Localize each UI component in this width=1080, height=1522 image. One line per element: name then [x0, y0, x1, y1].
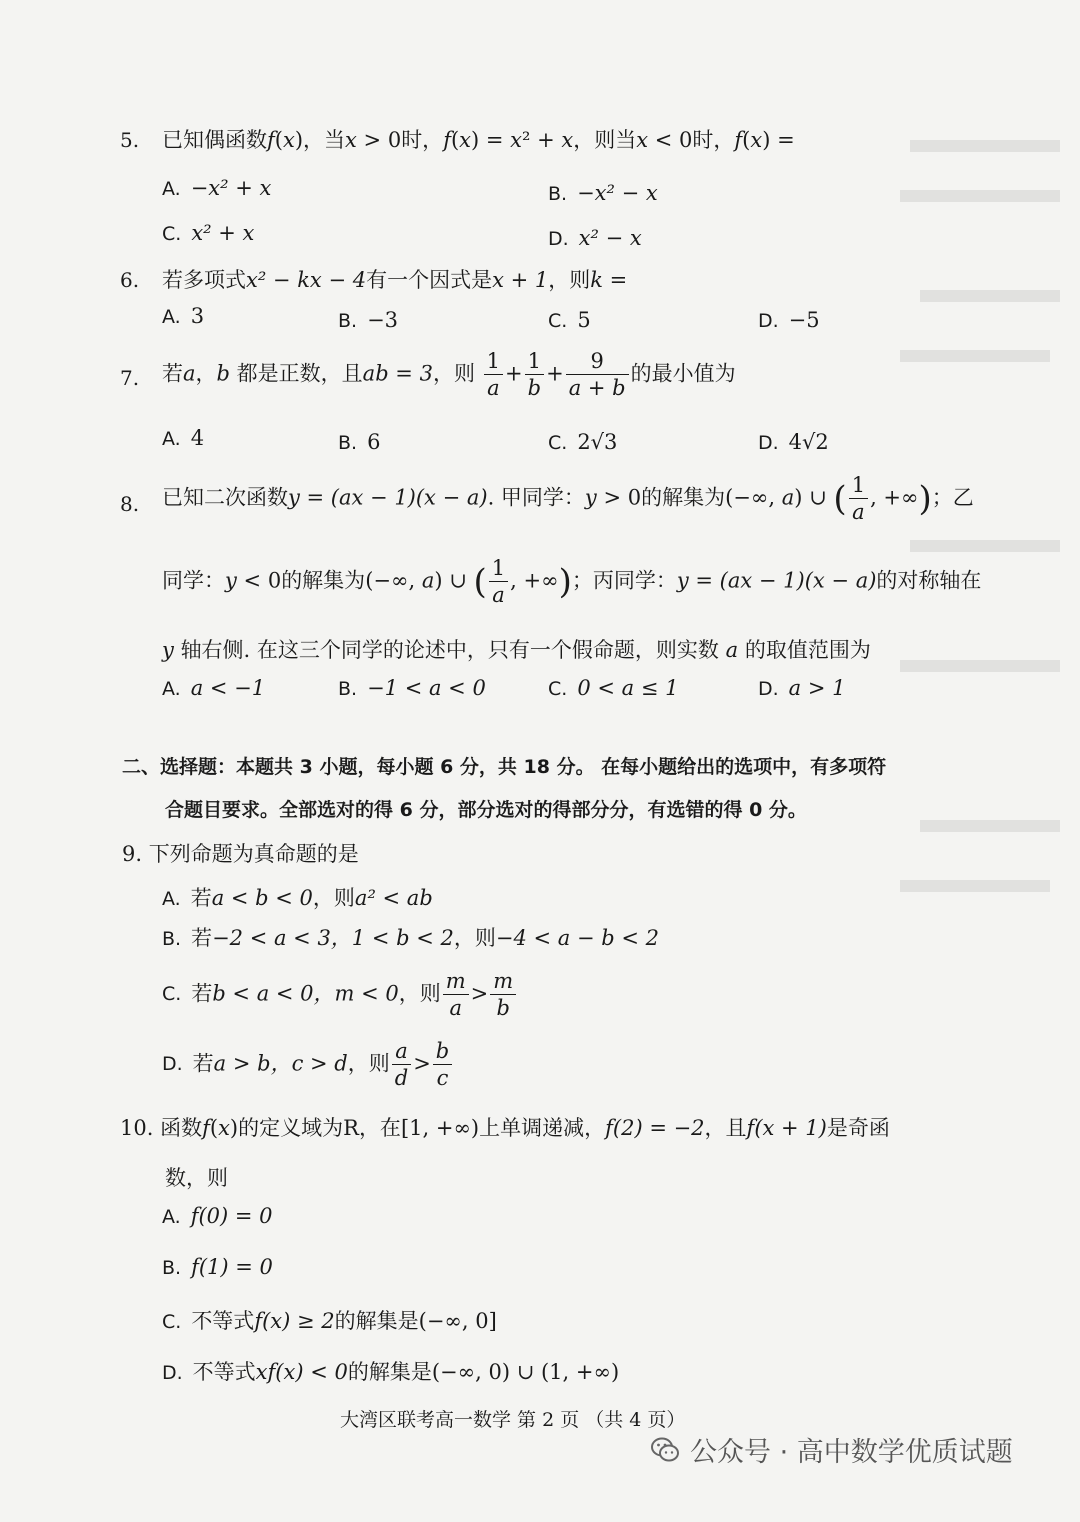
q5-stem: 已知偶函数f(x)，当x > 0时，f(x) = x² + x，则当x < 0时，f(x) = [162, 128, 795, 152]
page-footer: 大湾区联考高一数学 第 2 页 （共 4 页） [340, 1409, 686, 1431]
q9-stem: 9. 下列命题为真命题的是 [122, 842, 359, 866]
q8-option-b[interactable]: B. −1 < a < 0 [338, 676, 486, 700]
q7-option-a[interactable]: A. 4 [162, 426, 205, 450]
q9-option-b[interactable]: B. 若−2 < a < 3，1 < b < 2，则−4 < a − b < 2 [162, 926, 659, 950]
q7-option-c[interactable]: C. 2√3 [548, 430, 618, 454]
q10-option-c[interactable]: C. 不等式f(x) ≥ 2的解集是(−∞, 0] [162, 1309, 497, 1333]
q9-option-c[interactable]: C. 若b < a < 0，m < 0，则 $\frac{m}{a}$ > $\frac{m}{b}$ [162, 968, 518, 1022]
q8-option-a[interactable]: A. a < −1 [162, 676, 266, 700]
q10-option-d[interactable]: D. 不等式xf(x) < 0的解集是(−∞, 0) ∪ (1, +∞) [162, 1360, 620, 1384]
section-2-instructions: 合题目要求。全部选对的得 6 分，部分选对的得部分分，有选错的得 0 分。 [165, 799, 807, 821]
q8-option-c[interactable]: C. 0 < a ≤ 1 [548, 676, 679, 700]
q5-option-d[interactable]: D. x² − x [548, 226, 642, 250]
q5-option-a[interactable]: A. −x² + x [162, 176, 272, 200]
q6-number: 6. [120, 268, 140, 292]
q5-option-b[interactable]: B. −x² − x [548, 181, 658, 205]
q8-line2: 同学：y < 0的解集为(−∞, a) ∪ ( $\frac{1}{a}$ , +∞)；丙同学：y = (ax − 1)(x − a)的对称轴在 [162, 556, 982, 608]
q9-option-d[interactable]: D. 若a > b，c > d，则 $\frac{a}{d}$ > $\frac{b}{c}$ [162, 1038, 454, 1092]
q10-option-b[interactable]: B. f(1) = 0 [162, 1255, 273, 1279]
q10-line2: 数，则 [165, 1166, 228, 1190]
q8-option-d[interactable]: D. a > 1 [758, 676, 846, 700]
q8-line1: 已知二次函数y = (ax − 1)(x − a). 甲同学：y > 0的解集为(−∞, a) ∪ ( $\frac{1}{a}$ , +∞)；乙 [162, 473, 974, 525]
q7-stem: 若a，b 都是正数，且ab = 3，则 $\frac{1}{a}$ + $\frac{1}{b}$ + $\frac{9}{a + b}$ 的最小值为 [162, 349, 736, 401]
q10-option-a[interactable]: A. f(0) = 0 [162, 1204, 273, 1228]
wechat-watermark [650, 1430, 1013, 1469]
watermark-text: 公众号 · 高中数学优质试题 [690, 1437, 1013, 1468]
q7-option-b[interactable]: B. 6 [338, 430, 381, 454]
q6-option-c[interactable]: C. 5 [548, 308, 591, 332]
section-2-heading: 二、选择题：本题共 3 小题，每小题 6 分，共 18 分。 在每小题给出的选项中，有多项符 [122, 756, 887, 778]
wechat-icon [650, 1435, 680, 1465]
q5-number: 5. [120, 128, 140, 152]
q8-line3: y 轴右侧. 在这三个同学的论述中，只有一个假命题，则实数 a 的取值范围为 [162, 638, 871, 662]
q7-number: 7. [120, 366, 140, 390]
q9-option-a[interactable]: A. 若a < b < 0，则a² < ab [162, 886, 433, 910]
q6-option-a[interactable]: A. 3 [162, 304, 205, 328]
q5-option-c[interactable]: C. x² + x [162, 221, 255, 245]
q6-option-d[interactable]: D. −5 [758, 308, 820, 332]
q6-stem: 若多项式x² − kx − 4有一个因式是x + 1，则k = [162, 268, 628, 292]
q10-line1: 10. 函数f(x)的定义域为R，在[1, +∞)上单调递减，f(2) = −2，且f(x + 1)是奇函 [120, 1116, 890, 1140]
q8-number: 8. [120, 492, 140, 516]
q7-option-d[interactable]: D. 4√2 [758, 430, 829, 454]
q6-option-b[interactable]: B. −3 [338, 308, 399, 332]
